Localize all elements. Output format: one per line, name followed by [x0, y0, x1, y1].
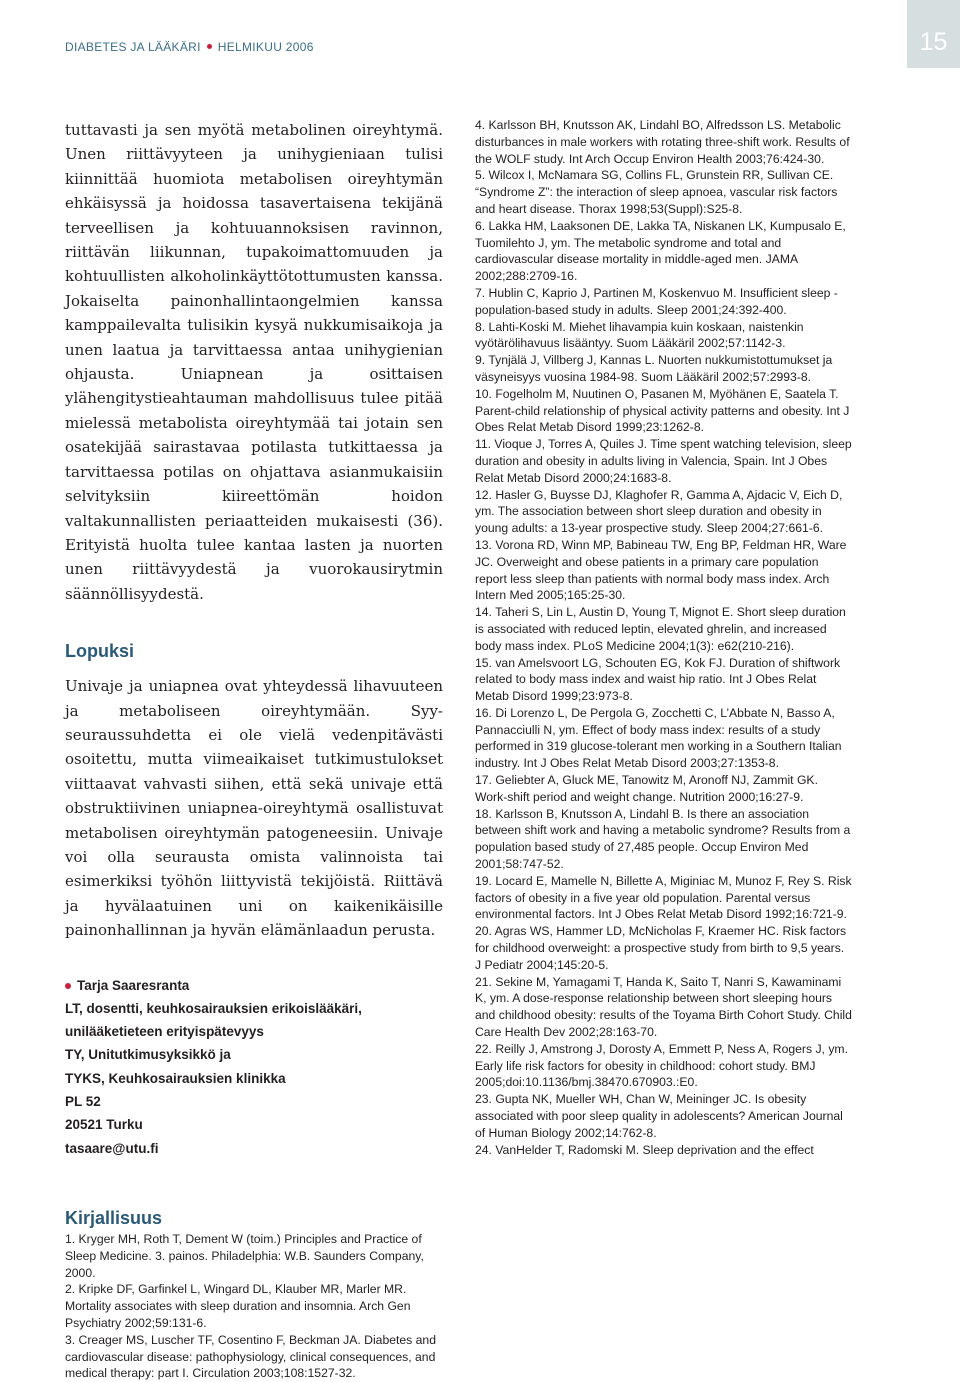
reference-item: 13. Vorona RD, Winn MP, Babineau TW, Eng BP, Feldman HR, Ware JC. Overweight and obese patients in a primary care population report less sleep than patients with normal body mass index. Arch Intern Med 2005;165:25-30.: [475, 537, 847, 603]
reference-item: 7. Hublin C, Kaprio J, Partinen M, Koskenvuo M. Insufficient sleep - population-based study in adults. Sleep 2001;24:392-400.: [475, 285, 838, 317]
issue-date: HELMIKUU 2006: [217, 40, 314, 54]
reference-item: 1. Kryger MH, Roth T, Dement W (toim.) Principles and Practice of Sleep Medicine. 3. painos. Philadelphia: W.B. Saunders Company, 2000.: [65, 1231, 424, 1280]
author-city: 20521 Turku: [65, 1117, 143, 1133]
reference-item: 17. Geliebter A, Gluck ME, Tanowitz M, Aronoff NJ, Zammit GK. Work-shift period and weight change. Nutrition 2000;16:27-9.: [475, 773, 818, 804]
reference-item: 19. Locard E, Mamelle N, Billette A, Miginiac M, Munoz F, Rey S. Risk factors of obesity in a five year old population. Parental versus environmental factors. Int J Obes Relat Metab Disord 1992;16:721-9.: [475, 873, 852, 922]
reference-item: 22. Reilly J, Amstrong J, Dorosty A, Emmett P, Ness A, Rogers J, ym. Early life risk factors for obesity in childhood: cohort study. BMJ 2005;doi:10.1136/bmj.38470.670903.:E0.: [475, 1041, 848, 1090]
author-name-line: [65, 974, 443, 997]
page-header: [0, 0, 960, 68]
author-clinic: TYKS, Keuhkosairauksien klinikka: [65, 1070, 286, 1086]
journal-name: DIABETES JA LÄÄKÄRI: [65, 40, 201, 54]
reference-item: 10. Fogelholm M, Nuutinen O, Pasanen M, Myöhänen E, Saatela T. Parent-child relationship of physical activity patterns and obesity. Int J Obes Relat Metab Disord 1999;23:1262-8.: [475, 386, 850, 435]
author-name: Tarja Saaresranta: [77, 977, 190, 993]
reference-item: 2. Kripke DF, Garfinkel L, Wingard DL, Klauber MR, Marler MR. Mortality associates with sleep duration and insomnia. Arch Gen Psychiatry 2002;59:131-6.: [65, 1282, 411, 1330]
reference-item: 14. Taheri S, Lin L, Austin D, Young T, Mignot E. Short sleep duration is associated with reduced leptin, elevated ghrelin, and increased body mass index. PLoS Medicine 2004;1(3): e62(210-216).: [475, 605, 846, 653]
author-po-box: PL 52: [65, 1094, 101, 1110]
reference-item: 12. Hasler G, Buysse DJ, Klaghofer R, Gamma A, Ajdacic V, Eich D, ym. The association between short sleep duration and obesity in young adults: a 13-year prospective study. Sleep 2004;27:661-6.: [475, 487, 843, 536]
bullet-icon: [65, 983, 71, 989]
running-header: [65, 40, 314, 54]
reference-item: 16. Di Lorenzo L, De Pergola G, Zocchetti C, L’Abbate N, Basso A, Pannacciulli N, ym. Effect of body mass index: results of a study performed in 319 glucose-tolerant men working in a Southern Italian industry. Int J Obes Relat Metab Disord 2003;27:1353-8.: [475, 705, 842, 771]
right-column: [475, 117, 853, 1158]
body-paragraph-2: Univaje ja uniapnea ovat yhteydessä lihavuuteen ja metaboliseen oireyhtymään. Syy-seuraussuhdetta ei ole vielä vedenpitävästi osoitettu, mutta viimeaikaiset tutkimustulokset viittaavat vahvasti siihen, että sekä univaje että obstruktiivinen uniapnea-oireyhtymä osallistuvat metabolisen oireyhtymän patogeneesiin. Univaje voi olla seurausta omista valinnoista tai esimerkiksi työhön liittyvistä tekijöistä. Riittävä ja hyvälaatuinen uni on kaikenikäisille painonhallinnan ja hyvän elämänlaadun perusta.: [65, 677, 443, 940]
reference-item: 23. Gupta NK, Mueller WH, Chan W, Meininger JC. Is obesity associated with poor sleep quality in adolescents? American Journal of Human Biology 2002;14:762-8.: [475, 1092, 843, 1140]
reference-item: 9. Tynjälä J, Villberg J, Kannas L. Nuorten nukkumistottumukset ja väsyneisyys vuosina 1984-98. Suom Lääkäril 2002;57:2993-8.: [475, 353, 833, 384]
author-title-1: LT, dosentti, keuhkosairauksien erikoislääkäri,: [65, 1000, 362, 1016]
reference-item: 5. Wilcox I, McNamara SG, Collins FL, Grunstein RR, Sullivan CE. “Syndrome Z”: the interaction of sleep apnoea, vascular risk factors and heart disease. Thorax 1998;53(Suppl):S25-8.: [475, 168, 838, 216]
reference-item: 6. Lakka HM, Laaksonen DE, Lakka TA, Niskanen LK, Kumpusalo E, Tuomilehto J, ym. The metabolic syndrome and total and cardiovascular disease mortality in middle-aged men. JAMA 2002;288:2709-16.: [475, 218, 846, 284]
author-block: [65, 974, 443, 1160]
page-number: 15: [919, 28, 948, 56]
reference-item: 18. Karlsson B, Knutsson A, Lindahl B. Is there an association between shift work and having a metabolic syndrome? Results from a population based study of 27,485 people. Occup Environ Med 2001;58:747-52.: [475, 806, 851, 872]
author-title-2: unilääketieteen erityispätevyys: [65, 1024, 264, 1040]
body-paragraph-1: tuttavasti ja sen myötä metabolinen oireyhtymä. Unen riittävyyteen ja unihygieniaan tulisi kiinnittää huomiota metabolisen oireyhtymän ehkäisyssä ja hoidossa tasavertaisena tekijänä terveellisen ja kohtuuannoksisen ravinnon, riittävän liikunnan, tupakoimattomuuden ja kohtuullisten alkoholinkäyttötottumusten kanssa. Jokaiselta painonhallintaongelmien kanssa kamppailevalta tulisikin kysyä nukkumisaikoja ja unen laatua ja tarvittaessa antaa unihygienian ohjausta. Uniapnean ja osittaisen ylähengitystieahtauman mahdollisuus tulee pitää mielessä metabolista oireyhtymää tai jotain sen osatekijää sairastavaa potilasta tutkittaessa ja tarvittaessa potilas on ohjattava asianmukaisiin selvityksiin kiireettömän hoidon valtakunnallisten periaatteiden mukaisesti (36). Erityistä huolta tulee kantaa lasten ja nuorten unen riittävyydestä ja vuorokausirytmin säännöllisyydestä.: [65, 121, 443, 603]
reference-item: 15. van Amelsvoort LG, Schouten EG, Kok FJ. Duration of shiftwork related to body mass index and waist hip ratio. Int J Obes Relat Metab Disord 1999;23:973-8.: [475, 655, 841, 704]
author-unit: TY, Unitutkimusyksikkö ja: [65, 1047, 231, 1063]
reference-item: 21. Sekine M, Yamagami T, Handa K, Saito T, Nanri S, Kawaminami K, ym. A dose-response relationship between short sleeping hours and childhood obesity: results of the Toyama Birth Cohort Study. Child Care Health Dev 2002;28:163-70.: [475, 974, 852, 1040]
section-heading: Lopuksi: [65, 641, 135, 662]
reference-item: 20. Agras WS, Hammer LD, McNicholas F, Kraemer HC. Risk factors for childhood overweight: a prospective study from birth to 9,5 years. J Pediatr 2004;145:20-5.: [475, 924, 847, 972]
bullet-icon: [207, 44, 212, 49]
reference-item: 24. VanHelder T, Radomski M. Sleep deprivation and the effect: [475, 1142, 814, 1157]
reference-item: 11. Vioque J, Torres A, Quiles J. Time spent watching television, sleep duration and obesity in adults living in Valencia, Spain. Int J Obes Relat Metab Disord 2000;24:1683-8.: [475, 437, 852, 485]
author-email[interactable]: tasaare@utu.fi: [65, 1140, 159, 1156]
references-heading: Kirjallisuus: [65, 1207, 163, 1228]
reference-item: 8. Lahti-Koski M. Miehet lihavampia kuin koskaan, naistenkin vyötärölihavuus lisääntyy. Suom Lääkäril 2002;57:1142-3.: [475, 319, 804, 351]
left-column: [65, 118, 443, 1382]
reference-item: 3. Creager MS, Luscher TF, Cosentino F, Beckman JA. Diabetes and cardiovascular disease: pathophysiology, clinical consequences, and medical therapy: part I. Circulation 2003;108:1527-32.: [65, 1332, 436, 1381]
page-number-box: [907, 0, 960, 68]
reference-item: 4. Karlsson BH, Knutsson AK, Lindahl BO, Alfredsson LS. Metabolic disturbances in male workers with rotating three-shift work. Results of the WOLF study. Int Arch Occup Environ Health 2003;76:424-30.: [475, 118, 850, 166]
